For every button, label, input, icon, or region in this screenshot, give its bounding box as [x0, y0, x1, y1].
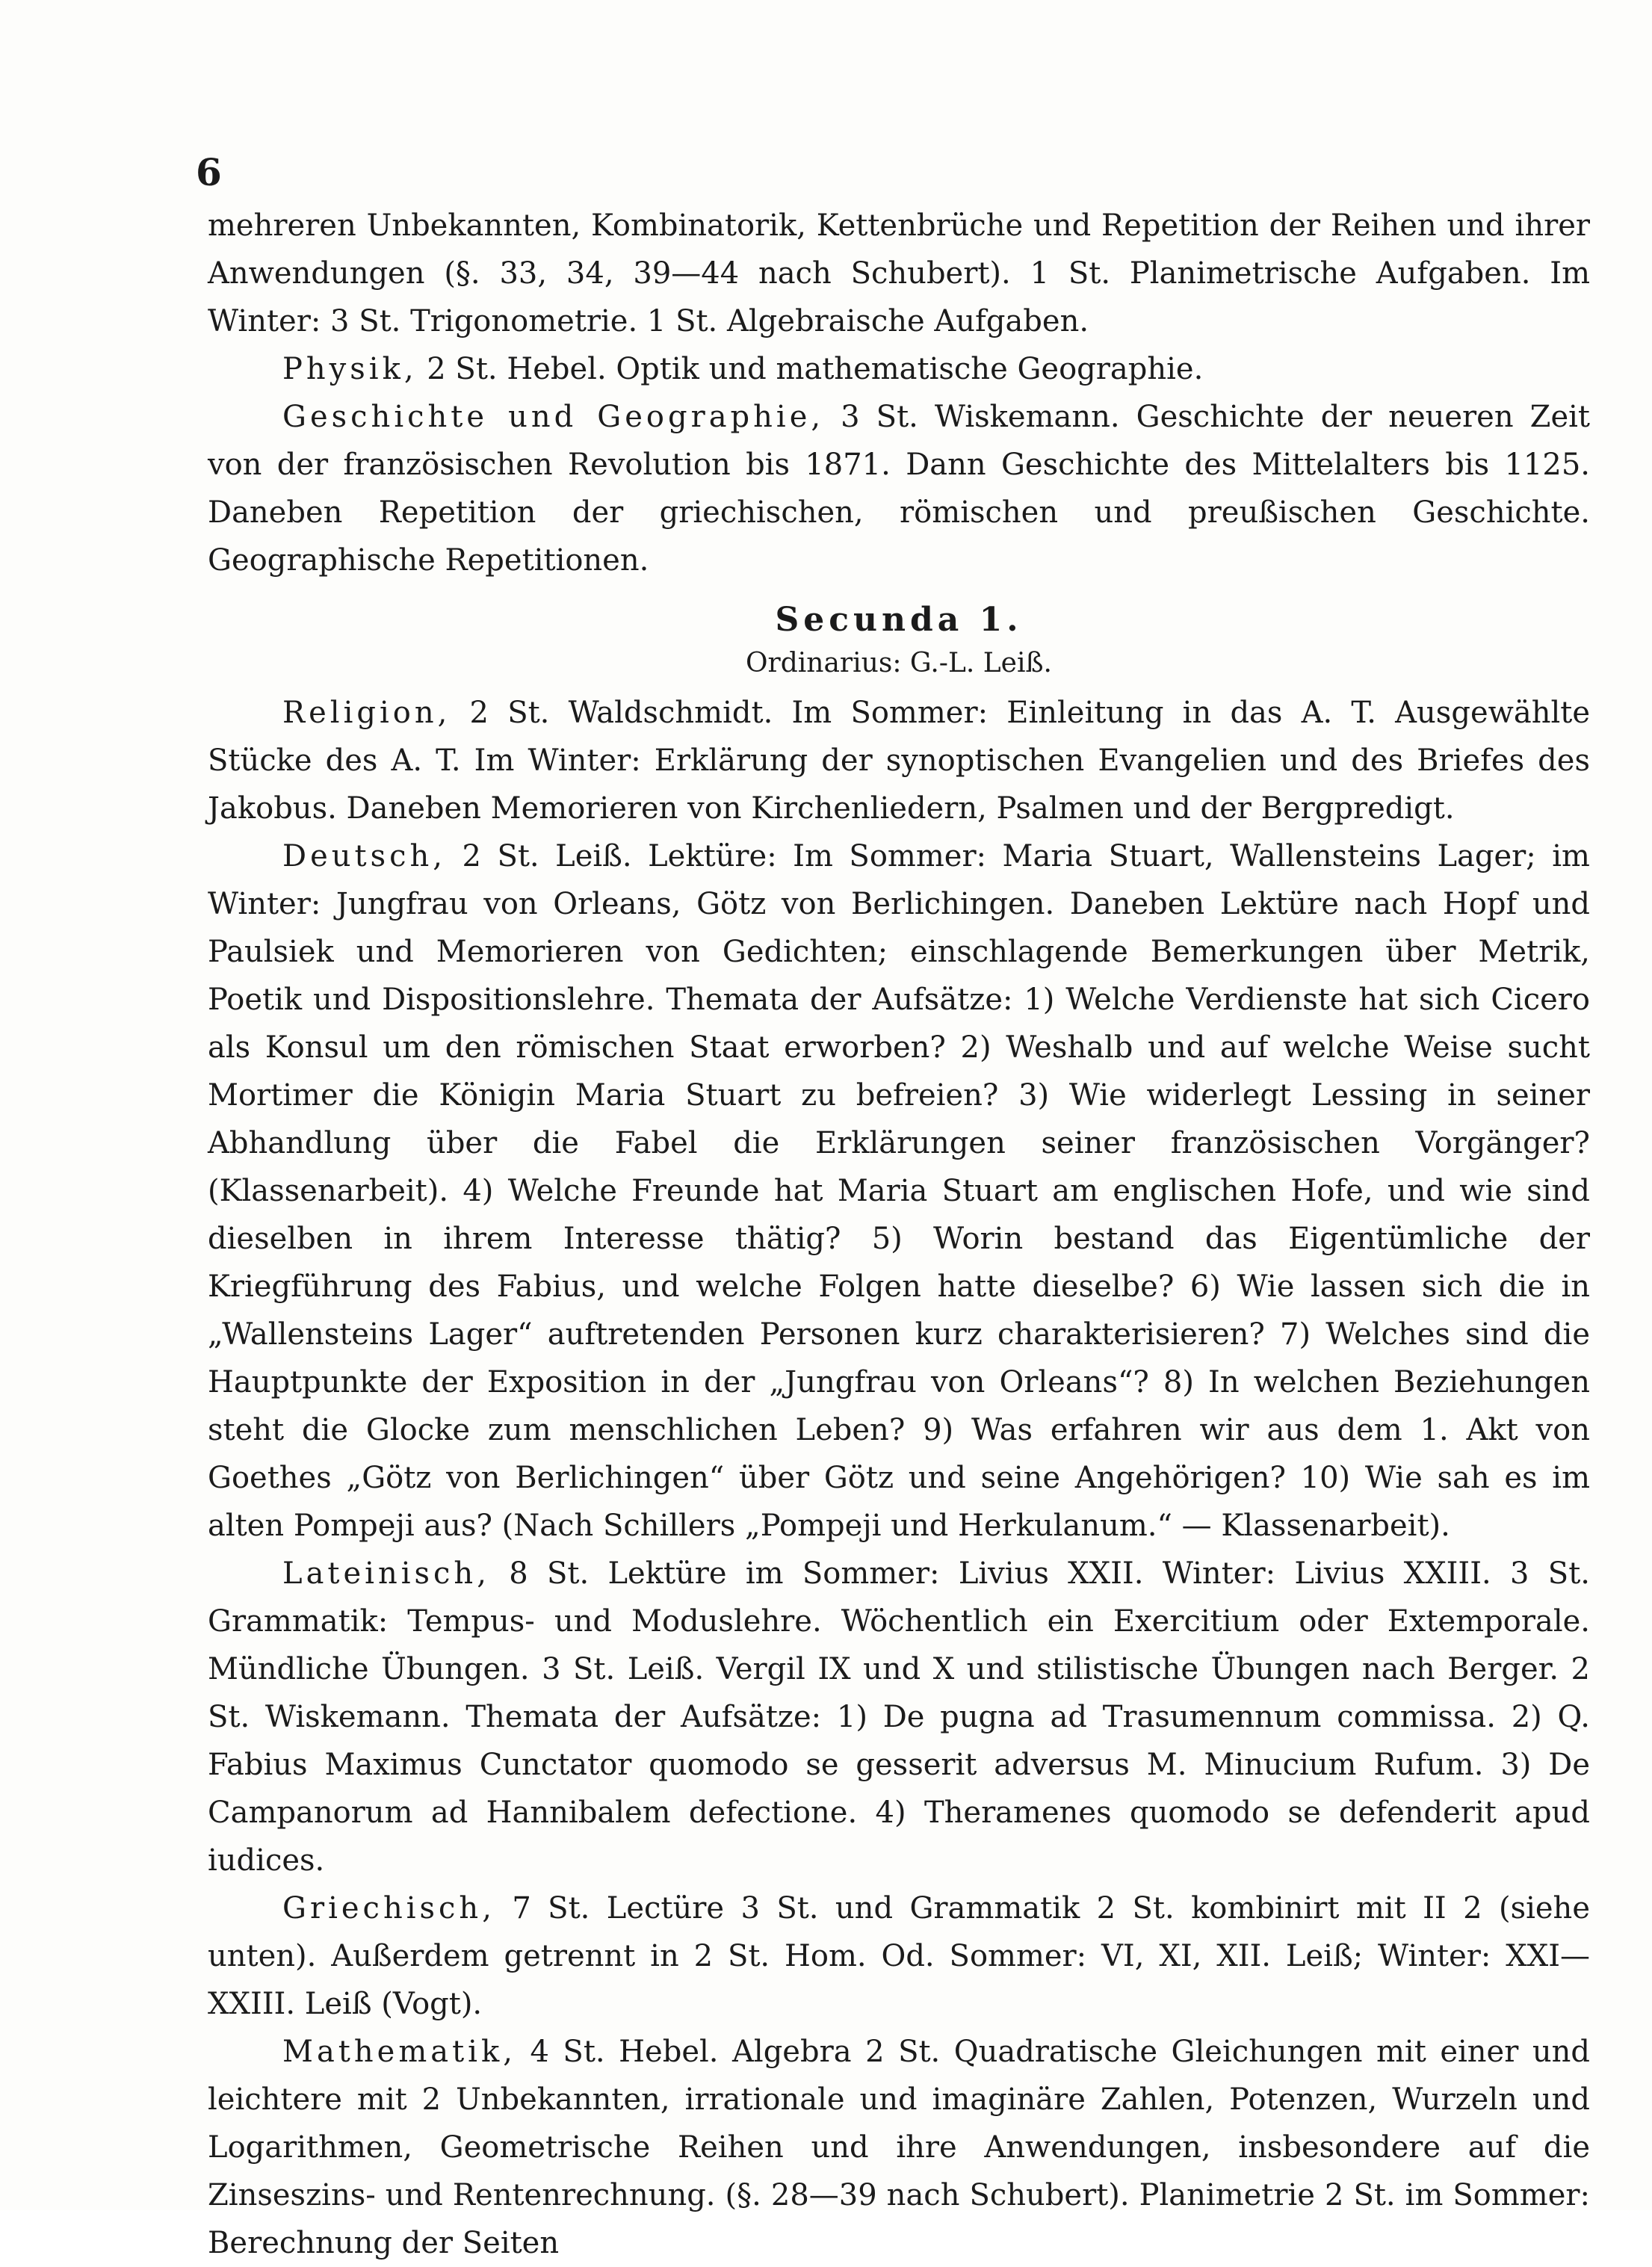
paragraph-geschichte — [208, 393, 1590, 584]
subject-mathematik: Mathematik, — [282, 2035, 516, 2069]
paragraph-mathematik-prima-continued: mehreren Unbekannten, Kombinatorik, Kettenbrüche und Repetition der Reihen und ihrer Anwendungen (§. 33, 34, 39—44 nach Schubert). 1 St. Planimetrische Aufgaben. Im Winter: 3 St. Trigonometrie. 1 St. Algebraische Aufgaben. — [208, 208, 1590, 338]
paragraph-latein — [208, 1550, 1590, 1884]
subject-religion: Religion, — [282, 696, 451, 730]
deutsch-text: 2 St. Leiß. Lektüre: Im Sommer: Maria Stuart, Wallensteins Lager; im Winter: Jungfrau von Orleans, Götz von Berlichingen. Daneben Lektüre nach Hopf und Paulsiek und Memorieren von Gedichten; einschlagende Bemerkungen über Metrik, Poetik und Dispositionslehre. Themata der Aufsätze: 1) Welche Verdienste hat sich Cicero als Konsul um den römischen Staat erworben? 2) Weshalb und auf welche Weise sucht Mortimer die Königin Maria Stuart zu befreien? 3) Wie widerlegt Lessing in seiner Abhandlung über die Fabel die Erklärungen seiner französischen Vorgänger? (Klassenarbeit). 4) Welche Freunde hat Maria Stuart am englischen Hofe, und wie sind dieselben in ihrem Interesse thätig? 5) Worin bestand das Eigentümliche der Kriegführung des Fabius, und welche Folgen hatte dieselbe? 6) Wie lassen sich die in „Wallensteins Lager“ auftretenden Personen kurz charakterisieren? 7) Welches sind die Hauptpunkte der Exposition in der „Jungfrau von Orleans“? 8) In welchen Beziehungen steht die Glocke zum menschlichen Leben? 9) Was erfahren wir aus dem 1. Akt von Goethes „Götz von Berlichingen“ über Götz und seine Angehörigen? 10) Wie sah es im alten Pompeji aus? (Nach Schillers „Pompeji und Herkulanum.“ — Klassenarbeit). — [208, 839, 1590, 1543]
griechisch-text: 7 St. Lectüre 3 St. und Grammatik 2 St. kombinirt mit II 2 (siehe unten). Außerdem getrennt in 2 St. Hom. Od. Sommer: VI, XI, XII. Leiß; Winter: XXI—XXIII. Leiß (Vogt). — [208, 1891, 1590, 2021]
subject-griechisch: Griechisch, — [282, 1891, 495, 1926]
subject-latein: Lateinisch, — [282, 1556, 490, 1591]
subject-physik: Physik, — [282, 352, 418, 386]
section-heading-secunda: Secunda 1. — [775, 601, 1023, 639]
ordinarius-line: Ordinarius: G.-L. Leiß. — [746, 648, 1052, 678]
geschichte-text: 3 St. Wiskemann. Geschichte der neueren Zeit von der französischen Revolution bis 1871. Dann Geschichte des Mittelalters bis 1125. Daneben Repetition der griechischen, römischen und preußischen Geschichte. Geographische Repetitionen. — [208, 400, 1591, 578]
page-number: 6 — [196, 150, 222, 194]
body-text — [208, 202, 1590, 2267]
paragraph-deutsch — [208, 832, 1590, 1550]
paragraph-religion — [208, 689, 1590, 832]
paragraph-physik — [208, 345, 1590, 393]
subject-deutsch: Deutsch, — [282, 839, 446, 873]
mathematik-text: 4 St. Hebel. Algebra 2 St. Quadratische Gleichungen mit einer und leichtere mit 2 Unbekannten, irrationale und imaginäre Zahlen, Potenzen, Wurzeln und Logarithmen, Geometrische Reihen und ihre Anwendungen, insbesondere auf die Zinseszins- und Rentenrechnung. (§. 28—39 nach Schubert). Planimetrie 2 St. im Sommer: Berechnung der Seiten — [208, 2035, 1590, 2260]
physik-text: 2 St. Hebel. Optik und mathematische Geographie. — [417, 352, 1204, 386]
latein-text: 8 St. Lektüre im Sommer: Livius XXII. Winter: Livius XXIII. 3 St. Grammatik: Tempus- und Moduslehre. Wöchentlich ein Exercitium oder Extemporale. Mündliche Übungen. 3 St. Leiß. Vergil IX und X und stilistische Übungen nach Berger. 2 St. Wiskemann. Themata der Aufsätze: 1) De pugna ad Trasumennum commissa. 2) Q. Fabius Maximus Cunctator quomodo se gesserit adversus M. Minucium Rufum. 3) De Campanorum ad Hannibalem defectione. 4) Theramenes quomodo se defenderit apud iudices. — [208, 1556, 1590, 1878]
paragraph-mathematik — [208, 2028, 1590, 2267]
subject-geschichte: Geschichte und Geographie, — [282, 400, 825, 434]
paragraph-griechisch — [208, 1884, 1590, 2028]
religion-text: 2 St. Waldschmidt. Im Sommer: Einleitung in das A. T. Ausgewählte Stücke des A. T. Im Winter: Erklärung der synoptischen Evangelien und des Briefes des Jakobus. Daneben Memorieren von Kirchenliedern, Psalmen und der Bergpredigt. — [208, 696, 1590, 826]
